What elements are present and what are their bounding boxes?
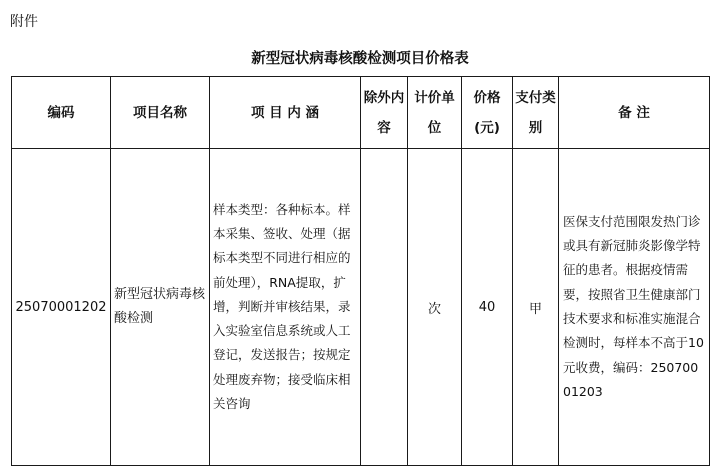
cell-payment	[513, 149, 559, 466]
column-header-note	[559, 77, 710, 149]
table-row	[12, 149, 710, 466]
cell-excluded	[361, 149, 408, 466]
table-header-row	[12, 77, 710, 149]
column-header-unit	[408, 77, 462, 149]
column-header-name	[111, 77, 210, 149]
cell-content	[210, 149, 361, 466]
column-header-price	[462, 77, 513, 149]
item-unit: 次	[427, 301, 441, 317]
cell-note	[559, 149, 710, 466]
cell-unit	[408, 149, 462, 466]
column-header-payment	[513, 77, 559, 149]
item-price: 40	[478, 299, 496, 315]
column-header-label: 除外内容	[363, 89, 405, 136]
item-code: 25070001202	[15, 299, 107, 315]
item-payment-category: 甲	[528, 301, 542, 317]
column-header-label: 项 目 内 涵	[250, 104, 320, 121]
column-header-excluded	[361, 77, 408, 149]
item-note: 医保支付范围限发热门诊或具有新冠肺炎影像学特征的患者。根据疫情需要，按照省卫生健康部门技术要求和标准实施混合检测时，每样本不高于10元收费，编码：25070001203	[563, 213, 704, 399]
column-header-label: 编码	[47, 104, 75, 121]
column-header-content	[210, 77, 361, 149]
document-title: 新型冠状病毒核酸检测项目价格表	[251, 51, 469, 67]
column-header-label: 支付类别	[515, 89, 556, 136]
column-header-label: 备 注	[618, 104, 650, 121]
column-header-label: 计价单位	[414, 89, 455, 136]
cell-price	[462, 149, 513, 466]
column-header-label: 价格(元)	[473, 89, 501, 136]
item-name: 新型冠状病毒核酸检测	[114, 287, 206, 326]
cell-code	[12, 149, 111, 466]
price-table	[11, 76, 710, 466]
column-header-code	[12, 77, 111, 149]
cell-name	[111, 149, 210, 466]
attachment-label: 附件	[10, 14, 38, 30]
item-content: 样本类型：各种标本。样本采集、签收、处理（据标本类型不同进行相应的前处理），RNA提取，扩增，判断并审核结果，录入实验室信息系统或人工登记，发送报告；按规定处理废弃物；接受临床相关咨询	[213, 201, 351, 412]
column-header-label: 项目名称	[133, 104, 187, 121]
